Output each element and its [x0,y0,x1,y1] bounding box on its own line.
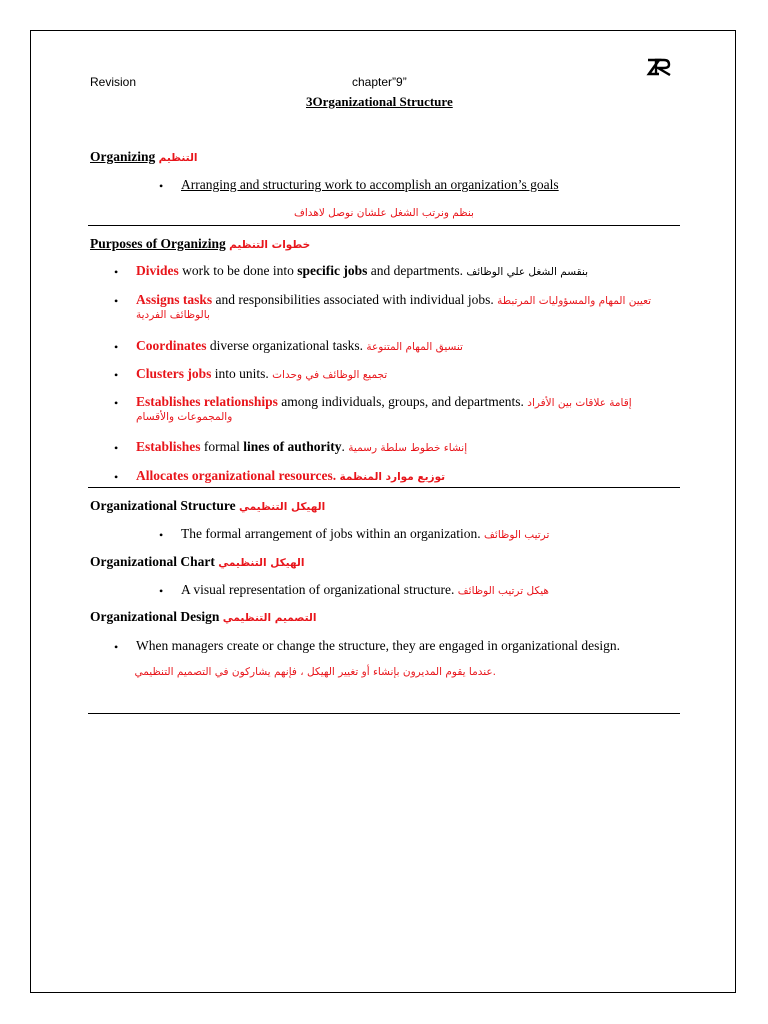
bullet-dot: • [159,584,164,598]
purposes-heading [90,236,310,252]
purposes-heading-text: Purposes of Organizing [90,236,226,251]
page-title: 3Organizational Structure [306,94,453,109]
header-revision: Revision [90,75,137,89]
organizing-heading-text: Organizing [90,149,156,164]
purpose-ar: توزيع موارد المنظمة [339,471,446,483]
purpose-item [136,366,387,382]
purpose-item [136,394,632,410]
chart-text: A visual representation of organizational structure. [181,582,458,597]
organizing-ar: بنظم ونرتب الشغل علشان نوصل لاهداف [294,207,474,219]
purpose-ar: إنشاء خطوط سلطة رسمية [348,442,468,454]
bullet-dot: • [114,368,119,382]
purpose-ar: تعيين المهام والمسؤوليات المرتبطة [497,295,652,307]
bullet-dot: • [114,441,119,455]
purpose-text: and responsibilities associated with individual jobs. [212,292,498,307]
purpose-ar-cont: بالوظائف الفردية [136,309,210,321]
bullet-dot: • [114,640,119,654]
bullet-dot: • [114,470,119,484]
purpose-text: work to be done into [178,263,298,278]
purpose-bold: specific jobs [297,263,368,278]
chart-heading-text: Organizational Chart [90,554,215,569]
bullet-dot: • [159,179,164,193]
purpose-text: diverse organizational tasks. [206,338,367,353]
purpose-lead: Divides [136,263,179,278]
chart-heading [90,554,304,570]
purpose-lead: Assigns tasks [136,292,213,307]
purpose-text: . [341,439,349,454]
header-chapter: chapter”9” [352,75,407,89]
chart-heading-ar: الهيكل التنظيمي [218,557,305,569]
purpose-ar: بنقسم الشغل علي الوظائف [466,266,589,278]
organizing-heading [90,149,198,165]
purpose-item [136,338,463,354]
design-heading [90,609,316,625]
purpose-item [136,468,445,484]
purpose-item [136,439,467,455]
purposes-heading-ar: خطوات التنظيم [229,239,311,251]
purpose-text: formal [200,439,244,454]
structure-text: The formal arrangement of jobs within an organization. [181,526,485,541]
purpose-lead: Establishes [136,439,201,454]
divider [88,225,680,226]
purpose-text: into units. [211,366,273,381]
structure-heading-text: Organizational Structure [90,498,236,513]
chart-definition [181,582,549,598]
chart-ar: هيكل ترتيب الوظائف [457,585,549,597]
organizing-heading-ar: التنظيم [158,152,198,164]
structure-heading [90,498,325,514]
bullet-dot: • [159,528,164,542]
design-definition: When managers create or change the structure, they are engaged in organizational design. [136,638,621,653]
divider [88,487,680,488]
purpose-text: and departments. [367,263,467,278]
purpose-lead: Coordinates [136,338,207,353]
purpose-item [136,263,588,279]
design-heading-ar: التصميم التنظيمي [222,612,317,624]
bullet-dot: • [114,294,119,308]
zr-logo [646,58,672,76]
purpose-item [136,292,651,308]
design-heading-text: Organizational Design [90,609,220,624]
purpose-ar: إقامة علاقات بين الأفراد [527,397,632,409]
purpose-ar: تجميع الوظائف في وحدات [272,369,388,381]
bullet-dot: • [114,265,119,279]
purpose-lead: Clusters jobs [136,366,212,381]
purpose-bold: lines of authority [243,439,342,454]
divider [88,713,680,714]
purpose-text: among individuals, groups, and departments. [277,394,528,409]
structure-definition [181,526,549,542]
organizing-definition: Arranging and structuring work to accomplish an organization’s goals [181,177,559,192]
purpose-lead: Allocates organizational resources. [136,468,337,483]
purpose-ar: تنسيق المهام المتنوعة [366,341,463,353]
bullet-dot: • [114,340,119,354]
bullet-dot: • [114,396,119,410]
purpose-lead: Establishes relationships [136,394,278,409]
structure-ar: ترتيب الوظائف [484,529,550,541]
purpose-ar-cont: والمجموعات والأقسام [136,411,233,423]
structure-heading-ar: الهيكل التنظيمي [239,501,326,513]
design-ar: .عندما يقوم المديرون بإنشاء أو تغيير الهيكل ، فإنهم يشاركون في التصميم التنظيمي [134,666,496,678]
